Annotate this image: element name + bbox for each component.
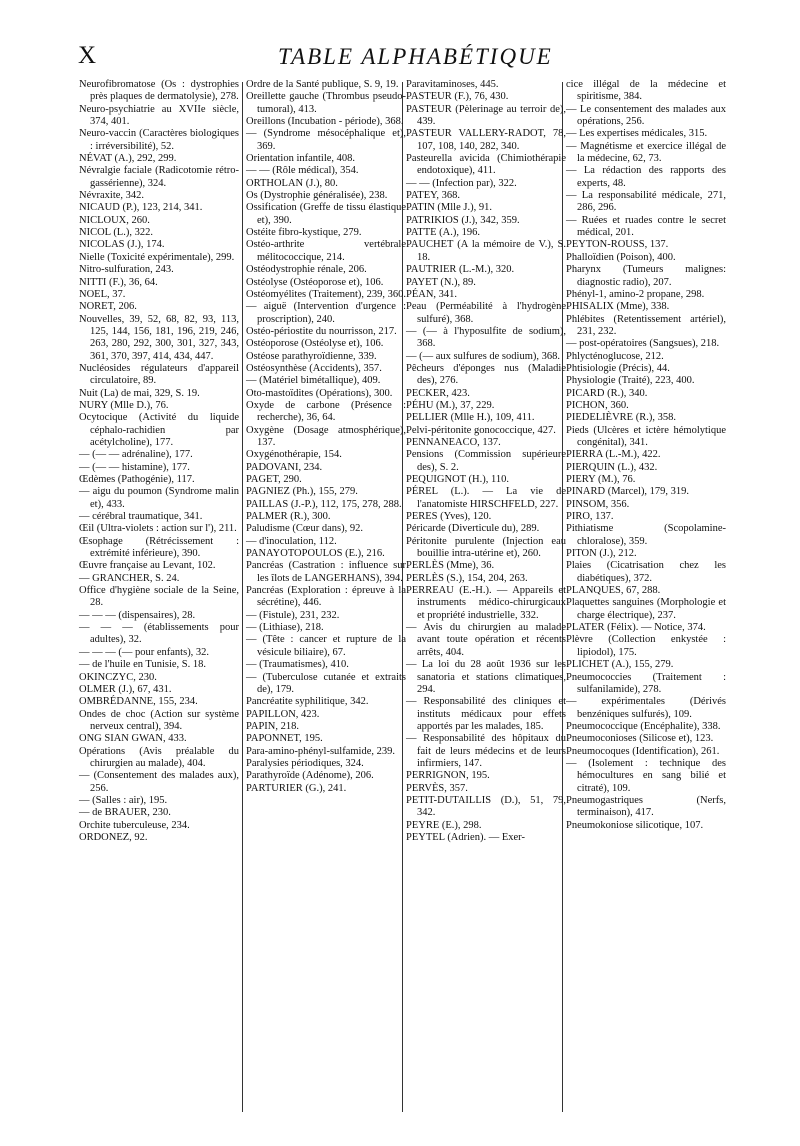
- index-column-3: [406, 79, 566, 844]
- index-entry: Ostéoporose (Ostéolyse et), 106.: [246, 338, 384, 350]
- index-entry: Ondes de choc (Action sur système nerveux central), 394.: [79, 708, 239, 732]
- index-entry: OLMER (J.), 67, 431.: [79, 683, 172, 695]
- index-entry: — aigu du poumon (Syndrome malin et), 433.: [79, 486, 239, 510]
- index-entry: Oto-mastoïdites (Opérations), 300.: [246, 387, 393, 399]
- index-entry: Ossification (Greffe de tissu élastique et), 390.: [246, 202, 406, 226]
- index-entry: Neuro-vaccin (Caractères biologiques : irréversibilité), 52.: [79, 128, 239, 152]
- index-entry: Nuit (La) de mai, 329, S. 19.: [79, 387, 200, 399]
- index-entry: PATTE (A.), 196.: [406, 227, 480, 239]
- index-entry: PASTEUR (F.), 76, 430.: [406, 91, 509, 103]
- index-entry: PASTEUR VALLERY-RADOT, 78, 107, 108, 140, 282, 340.: [406, 128, 566, 152]
- index-entry: Oreillette gauche (Thrombus pseudo-tumoral), 413.: [246, 91, 406, 115]
- index-entry: Pneumoconioses (Silicose et), 123.: [566, 733, 714, 745]
- index-entry: PLATER (Félix). — Notice, 374.: [566, 622, 706, 634]
- index-entry: OMBRÉDANNE, 155, 234.: [79, 696, 198, 708]
- index-entry: PATEY, 368.: [406, 190, 460, 202]
- index-entry: Phényl-1, amino-2 propane, 298.: [566, 288, 705, 300]
- index-entry: Paludisme (Cœur dans), 92.: [246, 523, 363, 535]
- index-entry: PAPIN, 218.: [246, 720, 300, 732]
- index-entry: PAGET, 290.: [246, 474, 302, 485]
- index-entry: PARTURIER (G.), 241.: [246, 782, 347, 794]
- index-entry: — Les expertises médicales, 315.: [566, 128, 708, 140]
- index-entry: PINARD (Marcel), 179, 319.: [566, 486, 690, 498]
- index-column-1: [79, 79, 239, 844]
- index-entry: — (Tuberculose cutanée et extraits de), 179.: [246, 671, 406, 695]
- index-entry: Pensions (Commission supérieure des), S. 2.: [406, 449, 566, 473]
- index-entry: Pithiatisme (Scopolamine-chloralose), 359.: [566, 523, 726, 547]
- index-entry: Opérations (Avis préalable du chirurgien au malade), 404.: [79, 745, 239, 769]
- index-entry: PERLÈS (S.), 154, 204, 263.: [406, 572, 528, 584]
- index-entry: Neurofibromatose (Os : dystrophies près plaques de dermatolysie), 278.: [79, 79, 239, 103]
- index-entry: NICOL (L.), 322.: [79, 227, 153, 239]
- index-entry: Nitro-sulfuration, 243.: [79, 264, 174, 276]
- index-entry: PELLIER (Mlle H.), 109, 411.: [406, 412, 535, 424]
- index-entry: Nucléosides régulateurs d'appareil circulatoire, 89.: [79, 362, 239, 387]
- index-entry: Oxygène (Dosage atmosphérique), 137.: [246, 424, 406, 448]
- index-entry: — — — (— pour enfants), 32.: [79, 646, 210, 658]
- index-entry: Phtisiologie (Précis), 44.: [566, 362, 670, 374]
- index-entry: — (Matériel bimétallique), 409.: [246, 375, 381, 387]
- index-entry: PIRO, 137.: [566, 511, 614, 523]
- index-entry: — aiguë (Intervention d'urgence : proscription), 240.: [246, 301, 406, 325]
- index-entry: PICARD (R.), 340.: [566, 387, 648, 399]
- index-entry: Pancréas (Castration : influence sur les îlots de LANGERHANS), 394.: [246, 560, 406, 584]
- index-entry: Pneumokoniose silicotique, 107.: [566, 819, 704, 831]
- index-entry: Neuro-psychiatrie au XVIIe siècle, 374, 401.: [79, 103, 239, 128]
- index-entry: — (— aux sulfures de sodium), 368.: [406, 350, 560, 362]
- index-entry: Para-amino-phényl-sulfamide, 239.: [246, 745, 395, 757]
- index-entry: Oreillons (Incubation - période), 368.: [246, 116, 404, 128]
- index-entry: PETIT-DUTAILLIS (D.), 51, 79, 342.: [406, 794, 566, 819]
- index-entry: — de BRAUER, 230.: [79, 807, 171, 819]
- index-entry: — La loi du 28 août 1936 sur les sanatoria et stations climatiques, 294.: [406, 659, 566, 695]
- index-entry: — — (Infection par), 322.: [406, 177, 517, 189]
- index-entry: — (Traumatismes), 410.: [246, 659, 349, 671]
- index-entry: Orchite tuberculeuse, 234.: [79, 819, 190, 831]
- index-entry: — Responsabilité des cliniques et instituts médicaux pour effets apportés par les malades, 185.: [406, 696, 566, 732]
- index-entry: PLANQUES, 67, 288.: [566, 585, 661, 597]
- index-entry: Phalloïdien (Poison), 400.: [566, 251, 676, 263]
- index-column-4: [566, 79, 726, 832]
- index-entry: Ostéomyélites (Traitement), 239, 360.: [246, 288, 407, 300]
- index-entry: Parathyroïde (Adénome), 206.: [246, 770, 374, 782]
- index-entry: Ostéose parathyroïdienne, 339.: [246, 350, 377, 362]
- index-entry: — Ruées et ruades contre le secret médical, 201.: [566, 214, 726, 239]
- index-entry: PAUTRIER (L.-M.), 320.: [406, 264, 515, 276]
- index-entry: — d'inoculation, 112.: [246, 535, 337, 547]
- index-entry: Pêcheurs d'éponges nus (Maladie des), 276.: [406, 362, 566, 387]
- index-entry: PATIN (Mlle J.), 91.: [406, 202, 492, 214]
- index-entry: NICAUD (P.), 123, 214, 341.: [79, 202, 203, 214]
- index-entry: Paravitaminoses, 445.: [406, 79, 499, 90]
- index-entry: PAILLAS (J.-P.), 112, 175, 278, 288.: [246, 498, 402, 510]
- index-entry: cice illégal de la médecine et spiritisme, 384.: [566, 79, 726, 103]
- index-entry: Ocytocique (Activité du liquide céphalo-rachidien par acétylcholine), 177.: [79, 412, 239, 448]
- index-entry: Paralysies périodiques, 324.: [246, 757, 364, 769]
- index-entry: PAGNIEZ (Ph.), 155, 279.: [246, 486, 358, 498]
- index-entry: PERES (Yves), 120.: [406, 511, 492, 523]
- index-entry: PIEDELIÈVRE (R.), 358.: [566, 412, 676, 424]
- index-entry: Pneumococcique (Encéphalite), 338.: [566, 720, 721, 732]
- index-entry: PÉAN, 341.: [406, 288, 458, 300]
- index-entry: Pancréatite syphilitique, 342.: [246, 696, 369, 708]
- index-entry: PERVÈS, 357.: [406, 782, 468, 794]
- index-entry: PALMER (R.), 300.: [246, 511, 331, 523]
- index-entry: — (Salles : air), 195.: [79, 794, 168, 806]
- index-entry: PAPONNET, 195.: [246, 733, 323, 745]
- index-entry: — — — (dispensaires), 28.: [79, 609, 196, 621]
- index-entry: Péritonite purulente (Injection eau bouillie intra-utérine et), 260.: [406, 535, 566, 560]
- index-entry: PASTEUR (Pèlerinage au terroir de), 439.: [406, 103, 566, 128]
- index-entry: — — — (établissements pour adultes), 32.: [79, 622, 239, 646]
- index-entry: PINSOM, 356.: [566, 498, 630, 510]
- index-entry: Pasteurella avicida (Chimiothérapie endotoxique), 411.: [406, 153, 566, 177]
- index-entry: NÉVAT (A.), 292, 299.: [79, 153, 177, 165]
- index-entry: NITTI (F.), 36, 64.: [79, 276, 158, 288]
- index-entry: Physiologie (Traité), 223, 400.: [566, 375, 695, 387]
- index-entry: NOEL, 37.: [79, 288, 126, 300]
- index-entry: PERRIGNON, 195.: [406, 770, 490, 782]
- index-entry: — (Tête : cancer et rupture de la vésicule biliaire), 67.: [246, 634, 406, 658]
- index-entry: — GRANCHER, S. 24.: [79, 572, 180, 584]
- index-entry: PIERQUIN (L.), 432.: [566, 461, 658, 473]
- index-entry: PICHON, 360.: [566, 399, 629, 411]
- index-entry: Oxygénothérapie, 154.: [246, 449, 342, 461]
- index-entry: Ostéite fibro-kystique, 279.: [246, 227, 362, 239]
- index-entry: Nielle (Toxicité expérimentale), 299.: [79, 251, 235, 263]
- index-entry: — La responsabilité médicale, 271, 286, 296.: [566, 190, 726, 214]
- index-entry: Péricarde (Diverticule du), 289.: [406, 523, 540, 535]
- index-entry: PAPILLON, 423.: [246, 708, 320, 720]
- index-entry: NURY (Mlle D.), 76.: [79, 399, 169, 411]
- column-divider: [242, 82, 243, 1112]
- index-entry: PEYTON-ROUSS, 137.: [566, 239, 669, 251]
- index-entry: Œdèmes (Pathogénie), 117.: [79, 474, 195, 485]
- index-entry: Ostéodystrophie rénale, 206.: [246, 264, 367, 276]
- index-entry: PERLÈS (Mme), 36.: [406, 560, 495, 572]
- index-entry: — Avis du chirurgien au malade avant toute opération et récents arrêts, 404.: [406, 622, 566, 658]
- index-entry: Ostéo-périostite du nourrisson, 217.: [246, 325, 397, 337]
- index-entry: Ostéosynthèse (Accidents), 357.: [246, 362, 382, 374]
- index-entry: — La rédaction des rapports des experts, 48.: [566, 165, 726, 189]
- index-entry: Pelvi-péritonite gonococcique, 427.: [406, 424, 556, 436]
- index-entry: PAYET (N.), 89.: [406, 276, 476, 288]
- index-entry: PANAYOTOPOULOS (E.), 216.: [246, 548, 385, 560]
- page-header: [78, 42, 728, 78]
- index-entry: ORDONEZ, 92.: [79, 831, 148, 843]
- index-entry: Plaies (Cicatrisation chez les diabétiques), 372.: [566, 560, 726, 584]
- index-entry: ONG SIAN GWAN, 433.: [79, 733, 187, 745]
- index-entry: PEYTEL (Adrien). — Exer-: [406, 831, 525, 843]
- index-entry: — (Fistule), 231, 232.: [246, 609, 340, 621]
- index-entry: OKINCZYC, 230.: [79, 671, 157, 683]
- index-entry: — post-opératoires (Sangsues), 218.: [566, 338, 720, 350]
- index-entry: Peau (Perméabilité à l'hydrogène sulfuré), 368.: [406, 301, 566, 325]
- index-entry: Névralgie faciale (Radicotomie rétro-gassérienne), 324.: [79, 165, 239, 189]
- index-entry: Plèvre (Collection enkystée : lipiodol), 175.: [566, 634, 726, 658]
- index-entry: Pharynx (Tumeurs malignes: diagnostic radio), 207.: [566, 264, 726, 288]
- index-entry: NICLOUX, 260.: [79, 214, 150, 226]
- index-entry: Oxyde de carbone (Présence : recherche), 36, 64.: [246, 399, 406, 424]
- index-entry: Œsophage (Rétrécissement : extrémité inférieure), 390.: [79, 535, 239, 560]
- index-entry: Phlycténoglucose, 212.: [566, 350, 664, 362]
- index-entry: — Le consentement des malades aux opérations, 256.: [566, 103, 726, 128]
- index-entry: Œil (Ultra-violets : action sur l'), 211.: [79, 523, 237, 535]
- index-entry: — expérimentales (Dérivés benzéniques sulfurés), 109.: [566, 696, 726, 720]
- index-entry: Ostéolyse (Ostéoporose et), 106.: [246, 276, 384, 288]
- index-entry: Névraxite, 342.: [79, 190, 145, 202]
- index-entry: — Responsabilité des hôpitaux du fait de leurs médecins et de leurs infirmiers, 147.: [406, 733, 566, 769]
- index-entry: Ostéo-arthrite vertébrale mélitococcique, 214.: [246, 239, 406, 263]
- index-entry: Pneumocoques (Identification), 261.: [566, 745, 720, 757]
- index-entry: NICOLAS (J.), 174.: [79, 239, 165, 251]
- index-entry: — (— — histamine), 177.: [79, 461, 190, 473]
- index-entry: PADOVANI, 234.: [246, 461, 323, 473]
- index-entry: NORET, 206.: [79, 301, 137, 313]
- index-entry: Pneumococcies (Traitement : sulfanilamide), 278.: [566, 671, 726, 695]
- index-entry: PIERRA (L.-M.), 422.: [566, 449, 661, 461]
- index-entry: PIERY (M.), 76.: [566, 474, 636, 485]
- index-entry: PEYRE (E.), 298.: [406, 819, 482, 831]
- index-entry: — (— à l'hyposulfite de sodium), 368.: [406, 325, 566, 350]
- index-entry: Ordre de la Santé publique, S. 9, 19.: [246, 79, 399, 90]
- index-entry: — (Consentement des malades aux), 256.: [79, 770, 239, 794]
- index-entry: PLICHET (A.), 155, 279.: [566, 659, 674, 671]
- index-entry: Orientation infantile, 408.: [246, 153, 356, 165]
- index-entry: — de l'huile en Tunisie, S. 18.: [79, 659, 207, 671]
- index-entry: Plaquettes sanguines (Morphologie et charge électrique), 237.: [566, 597, 726, 621]
- index-entry: — — (Rôle médical), 354.: [246, 165, 359, 177]
- index-entry: Pancréas (Exploration : épreuve à la sécrétine), 446.: [246, 585, 406, 609]
- index-entry: — (Syndrome mésocéphalique et), 369.: [246, 128, 406, 152]
- running-title: TABLE ALPHABÉTIQUE: [278, 44, 553, 69]
- index-entry: PERREAU (E.-H.). — Appareils et instruments médico-chirurgicaux et propriété industrielle, 332.: [406, 585, 566, 621]
- index-entry: — cérébral traumatique, 341.: [79, 511, 203, 523]
- index-entry: — (— — adrénaline), 177.: [79, 449, 193, 461]
- index-column-2: [246, 79, 406, 795]
- index-entry: PENNANEACO, 137.: [406, 436, 501, 448]
- index-entry: PITON (J.), 212.: [566, 548, 637, 560]
- index-entry: PÉHU (M.), 37, 229.: [406, 399, 495, 411]
- index-entry: Pieds (Ulcères et ictère hémolytique congénital), 341.: [566, 424, 726, 448]
- index-entry: Nouvelles, 39, 52, 68, 82, 93, 113, 125, 144, 156, 181, 196, 219, 246, 263, 280, 292, 300, 301, 327, 343, 361, 370, 397, 414, 434, 447.: [79, 313, 239, 362]
- index-entry: PÉREL (L.). — La vie de l'anatomiste HIRSCHFELD, 227.: [406, 486, 566, 510]
- page-number: X: [78, 42, 98, 69]
- index-entry: Office d'hygiène sociale de la Seine, 28.: [79, 585, 239, 609]
- index-entry: — (Isolement : technique des hémocultures en sang bilié et citraté), 109.: [566, 757, 726, 794]
- index-entry: — Magnétisme et exercice illégal de la médecine, 62, 73.: [566, 140, 726, 165]
- index-entry: — (Lithiase), 218.: [246, 622, 324, 634]
- index-entry: Œuvre française au Levant, 102.: [79, 560, 216, 572]
- index-entry: Phlébites (Retentissement artériel), 231, 232.: [566, 313, 726, 337]
- index-entry: PATRIKIOS (J.), 342, 359.: [406, 214, 520, 226]
- index-entry: PAUCHET (A la mémoire de V.), S. 18.: [406, 239, 566, 263]
- index-entry: PHISALIX (Mme), 338.: [566, 301, 670, 313]
- index-entry: Pneumogastriques (Nerfs, terminaison), 417.: [566, 794, 726, 819]
- index-entry: PECKER, 423.: [406, 387, 470, 399]
- index-entry: Os (Dystrophie généralisée), 238.: [246, 190, 388, 202]
- index-entry: PEQUIGNOT (H.), 110.: [406, 474, 509, 485]
- index-entry: ORTHOLAN (J.), 80.: [246, 177, 338, 189]
